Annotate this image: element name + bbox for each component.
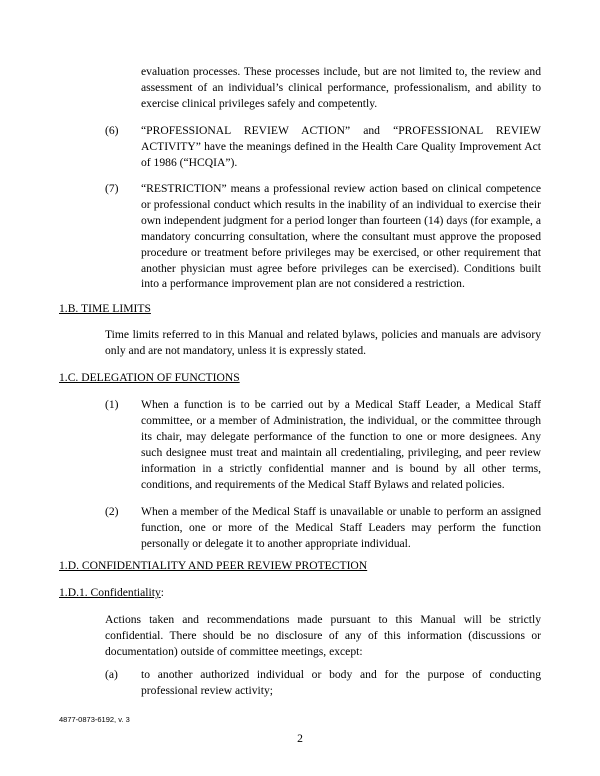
subsection-heading-label: 1.D.1. Confidentiality — [59, 586, 161, 599]
list-number: (1) — [105, 398, 119, 411]
delegation-item-text: When a function is to be carried out by a Medical Staff Leader, a Medical Staff committee, or a member of Administration, the individual, or the committee through its chair, may delegate performance of the function to one or more designees. Any such designee must treat and maintain all credentialing, privileging, and peer review information in a strictly confidential manner and is bound by all other terms, conditions, and requirements of the Medical Staff Bylaws and related policies. — [141, 398, 541, 491]
intro-paragraph: evaluation processes. These processes include, but are not limited to, the review and assessment of an individual’s clinical performance, professionalism, and ability to exercise clinical privileges safely and competently. — [141, 65, 541, 110]
section-heading-delegation: 1.C. DELEGATION OF FUNCTIONS — [59, 371, 240, 384]
subsection-heading-colon: : — [160, 586, 164, 599]
delegation-item-text: When a member of the Medical Staff is unavailable or unable to perform an assigned function, one or more of the Medical Staff Leaders may perform the function personally or delegate it to another appropriate individual. — [141, 505, 541, 550]
subsection-heading — [59, 585, 164, 601]
section-heading-confidentiality: 1.D. CONFIDENTIALITY AND PEER REVIEW PROTECTION — [59, 559, 368, 572]
definition-text: “PROFESSIONAL REVIEW ACTION” and “PROFESSIONAL REVIEW ACTIVITY” have the meanings defined in the Health Care Quality Improvement Act of 1986 (“HCQIA”). — [141, 124, 541, 169]
time-limits-paragraph: Time limits referred to in this Manual and related bylaws, policies and manuals are advisory only and are not mandatory, unless it is expressly stated. — [105, 328, 541, 357]
section-heading-time-limits: 1.B. TIME LIMITS — [59, 302, 151, 315]
document-id: 4877-0873-6192, v. 3 — [59, 715, 130, 724]
page-number: 2 — [297, 732, 303, 745]
definition-text: “RESTRICTION” means a professional review action based on clinical competence or professional conduct which results in the inability of an individual to exercise their own independent judgment for a period longer than fourteen (14) days (for example, a mandatory concurring consultation, where the consultant must approve the proposed procedure or treatment before privileges may be exercised, or other requirement that another physician must agree before privileges can be exercised). Conditions built into a performance improvement plan are not considered a restriction. — [141, 182, 541, 291]
confidentiality-paragraph: Actions taken and recommendations made pursuant to this Manual will be strictly confidential. There should be no disclosure of any of this information (discussions or documentation) outside of committee meetings, except: — [105, 613, 541, 658]
list-number: (a) — [105, 668, 118, 681]
definition-number: (6) — [105, 124, 119, 137]
confidentiality-item-text: to another authorized individual or body and for the purpose of conducting professional review activity; — [141, 668, 541, 697]
list-number: (2) — [105, 505, 119, 518]
definition-number: (7) — [105, 182, 119, 195]
